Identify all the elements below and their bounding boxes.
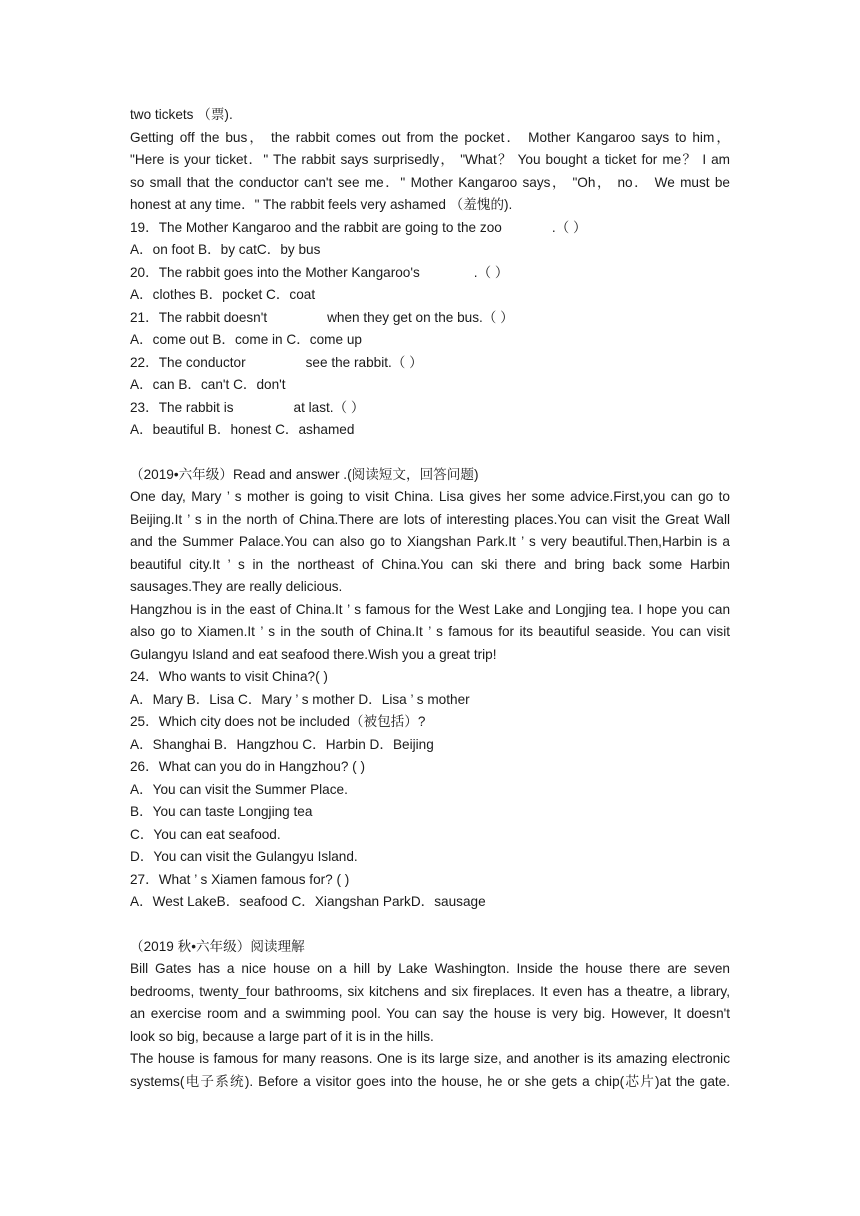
passage-line: Hangzhou is in the east of China.It ’ s famous for the West Lake and Longjing tea. I hope you can [130,601,730,617]
question-option: D．You can visit the Gulangyu Island. [130,849,358,864]
question-option: B．You can taste Longjing tea [130,804,313,819]
question-27 [130,869,730,914]
passage-line: "Here is your ticket．" The rabbit says surprisedly， "What？ You bought a ticket for me？ I am [130,152,730,167]
passage-line: honest at any time．" The rabbit feels very ashamed （羞愧的). [130,197,513,212]
question-option: C．You can eat seafood. [130,826,281,842]
section-header: （2019 秋•六年级）阅读理解 [130,938,305,954]
passage-line: an exercise room and a swimming pool. You can say the house is very big. However, It doesn't [130,1006,730,1021]
passage-line: two tickets （票). [130,107,233,122]
question-stem: 22．The conductor see the rabbit.（ ） [130,354,423,370]
question-options: A．West LakeB．seafood C．Xiangshan ParkD．sausage [130,894,486,909]
passage-line: and the Summer Palace.You can also go to Xiangshan Park.It ’ s very beautiful.Then,Harbin is a [130,534,730,549]
passage-kangaroo [130,104,730,217]
passage-line: sausages.They are really delicious. [130,579,343,594]
question-options: A．Shanghai B．Hangzhou C．Harbin D．Beijing [130,736,434,752]
passage-bill-gates [130,958,730,1093]
question-23 [130,397,730,442]
passage-line: also go to Xiamen.It ’ s in the south of China.It ’ s famous for its beautiful seaside. You can visit [130,624,730,639]
question-stem: 26．What can you do in Hangzhou? ( ) [130,759,366,774]
question-stem: 21．The rabbit doesn't when they get on the bus.（ ） [130,309,514,325]
question-stem: 20．The rabbit goes into the Mother Kangaroo's .（ ） [130,264,509,280]
passage-line: Gulangyu Island and eat seafood there.Wish you a great trip! [130,646,497,662]
section-header: （2019•六年级）Read and answer .(阅读短文，回答问题) [130,466,479,482]
question-19 [130,217,730,262]
question-26 [130,756,730,869]
passage-line: The house is famous for many reasons. One is its large size, and another is its amazing electronic [130,1051,730,1066]
question-options: A．can B．can't C．don't [130,377,286,392]
passage-line: Beijing.It ’ s in the north of China.There are lots of interesting places.You can visit the Great Wall [130,511,730,527]
question-options: A．beautiful B．honest C．ashamed [130,422,355,437]
passage-line: so small that the conductor can't see me．" Mother Kangaroo says， "Oh， no． We must be [130,174,730,190]
question-options: A．come out B．come in C．come up [130,332,362,347]
question-24 [130,666,730,711]
question-22 [130,352,730,397]
question-stem: 27．What ’ s Xiamen famous for? ( ) [130,871,350,887]
question-options: A．clothes B．pocket C．coat [130,287,316,302]
passage-line: Bill Gates has a nice house on a hill by Lake Washington. Inside the house there are seven [130,961,730,976]
passage-line: One day, Mary ’ s mother is going to visit China. Lisa gives her some advice.First,you can go to [130,489,730,504]
question-stem: 24．Who wants to visit China?( ) [130,669,328,684]
document-page [130,104,730,1093]
passage-line: systems(电子系统). Before a visitor goes into the house, he or she gets a chip(芯片)at the gate. [130,1073,730,1089]
question-stem: 23．The rabbit is at last.（ ） [130,399,365,415]
question-25 [130,711,730,756]
question-20 [130,262,730,307]
passage-china [130,486,730,666]
passage-line: beautiful city.It ’ s in the northeast of China.You can ski there and bring back some Harbin [130,556,730,572]
question-21 [130,307,730,352]
question-options: A．Mary B．Lisa C．Mary ’ s mother D．Lisa ’ s mother [130,691,470,707]
passage-line: Getting off the bus， the rabbit comes out from the pocket． Mother Kangaroo says to him， [130,129,730,145]
passage-line: bedrooms, twenty_four bathrooms, six kitchens and six fireplaces. It even has a theatre, a library, [130,983,730,999]
question-stem: 25．Which city does not be included（被包括）? [130,714,426,729]
question-stem: 19．The Mother Kangaroo and the rabbit are going to the zoo .（ ） [130,219,587,235]
passage-line: look so big, because a large part of it is in the hills. [130,1028,434,1044]
question-option: A．You can visit the Summer Place. [130,781,348,797]
question-options: A．on foot B．by catC．by bus [130,242,321,257]
